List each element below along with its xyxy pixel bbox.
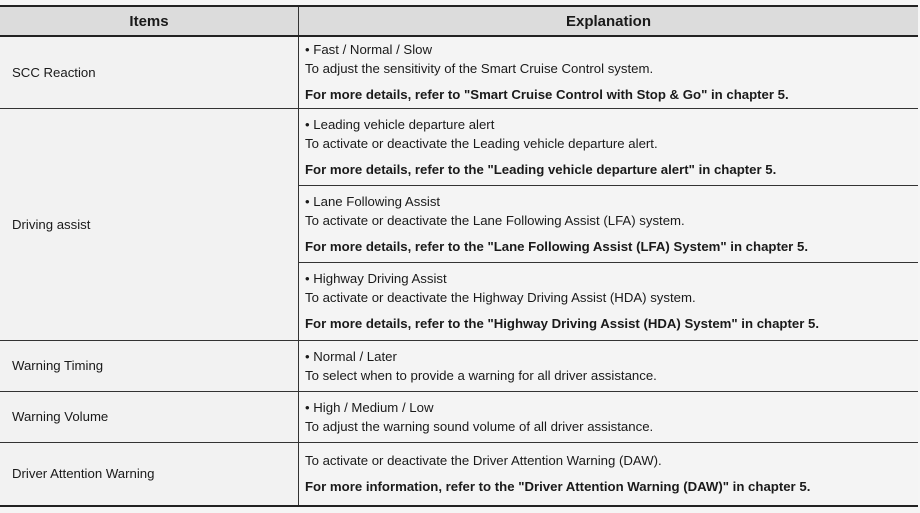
description-text: To activate or deactivate the Leading vehicle departure alert. bbox=[305, 135, 658, 151]
description-text: To activate or deactivate the Highway Driving Assist (HDA) system. bbox=[305, 290, 696, 305]
item-driving-assist: Driving assist bbox=[0, 108, 299, 340]
explanation-cell bbox=[299, 262, 919, 340]
description-text: To activate or deactivate the Lane Following Assist (LFA) system. bbox=[305, 212, 685, 228]
description-text: To adjust the warning sound volume of all driver assistance. bbox=[305, 418, 654, 434]
reference-text: For more details, refer to the "Highway Driving Assist (HDA) System" in chapter 5. bbox=[305, 316, 819, 331]
description-text: To activate or deactivate the Driver Attention Warning (DAW). bbox=[305, 453, 662, 469]
header-row bbox=[0, 6, 918, 36]
description-text: To adjust the sensitivity of the Smart Cruise Control system. bbox=[305, 61, 654, 77]
table-row bbox=[0, 442, 918, 506]
explanation-cell bbox=[299, 391, 919, 442]
description-text: To select when to provide a warning for all driver assistance. bbox=[305, 367, 657, 383]
item-driver-attention-warning: Driver Attention Warning bbox=[0, 442, 299, 506]
item-warning-volume: Warning Volume bbox=[0, 391, 299, 442]
item-scc-reaction: SCC Reaction bbox=[0, 36, 299, 108]
header-explanation: Explanation bbox=[299, 6, 919, 36]
option-text: • Normal / Later bbox=[305, 348, 397, 364]
explanation-cell bbox=[299, 36, 919, 108]
table-row bbox=[0, 340, 918, 391]
table-row bbox=[0, 108, 918, 185]
option-text: • Lane Following Assist bbox=[305, 193, 441, 209]
option-text: • Leading vehicle departure alert bbox=[305, 116, 495, 132]
item-warning-timing: Warning Timing bbox=[0, 340, 299, 391]
explanation-cell bbox=[299, 442, 919, 506]
explanation-cell bbox=[299, 340, 919, 391]
explanation-cell bbox=[299, 185, 919, 262]
option-text: • Highway Driving Assist bbox=[305, 271, 447, 286]
explanation-cell bbox=[299, 108, 919, 185]
reference-text: For more details, refer to the "Leading vehicle departure alert" in chapter 5. bbox=[305, 161, 777, 177]
header-items: Items bbox=[0, 6, 299, 36]
option-text: • High / Medium / Low bbox=[305, 399, 434, 415]
reference-text: For more details, refer to "Smart Cruise Control with Stop & Go" in chapter 5. bbox=[305, 87, 789, 103]
settings-table bbox=[0, 5, 918, 507]
option-text: • Fast / Normal / Slow bbox=[305, 42, 432, 58]
reference-text: For more information, refer to the "Driver Attention Warning (DAW)" in chapter 5. bbox=[305, 479, 811, 495]
table-row bbox=[0, 36, 918, 108]
table-row bbox=[0, 391, 918, 442]
reference-text: For more details, refer to the "Lane Following Assist (LFA) System" in chapter 5. bbox=[305, 238, 808, 254]
